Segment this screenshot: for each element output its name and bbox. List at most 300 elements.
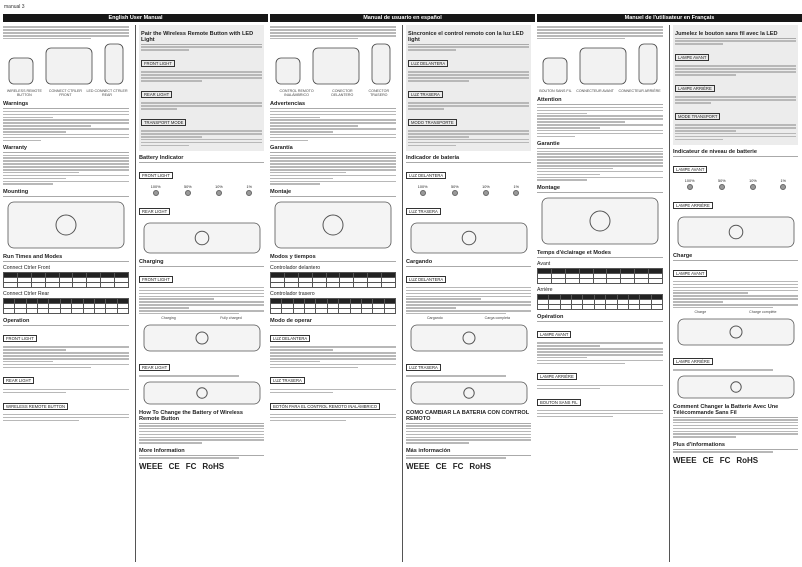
text-line: [673, 281, 798, 283]
mounting-heading: Montage: [537, 185, 663, 193]
text-line: [673, 295, 798, 297]
text-line: [3, 361, 53, 363]
charge-state: Charge complète: [749, 309, 777, 314]
text-line: [408, 133, 529, 135]
text-line: [141, 136, 202, 138]
text-line: [3, 358, 129, 360]
text-line: [673, 428, 798, 430]
text-line: [139, 287, 264, 289]
rear-runtime-table: [3, 298, 129, 314]
text-line: [673, 451, 773, 453]
battery-levels: [139, 185, 264, 197]
pair-sub-heading: FRONT LIGHT: [141, 60, 175, 67]
text-line: [673, 287, 798, 289]
cert-logo-fc: FC: [719, 455, 731, 465]
front-table-title: Connect Ctrler Front: [3, 265, 50, 272]
battery-sub-heading: LAMPE ARRIÈRE: [673, 202, 713, 209]
text-line: [537, 357, 587, 359]
battery-level: [418, 185, 428, 197]
text-line: [270, 389, 396, 391]
text-line: [408, 46, 529, 48]
text-line: [139, 425, 264, 427]
text-line: [675, 96, 796, 98]
text-line: [270, 160, 396, 162]
rear-charging-figure: [139, 380, 264, 406]
left-subcolumn: [3, 25, 132, 562]
text-line: [408, 139, 529, 141]
battery-led-icon: [216, 190, 222, 196]
text-line: [537, 127, 600, 129]
text-line: [675, 102, 711, 104]
text-line: [673, 292, 748, 294]
battery-level: [246, 185, 252, 197]
battery-level: [718, 179, 726, 191]
text-line: [270, 175, 396, 177]
text-line: [270, 169, 396, 171]
text-line: [408, 71, 529, 73]
text-line: [270, 125, 358, 127]
charging-sub-heading: REAR LIGHT: [139, 364, 170, 371]
charging-figure: [406, 323, 531, 353]
text-line: [673, 290, 798, 292]
text-line: [537, 348, 663, 350]
text-line: [3, 134, 129, 136]
text-line: [270, 181, 396, 183]
certification-logos: [139, 462, 264, 471]
text-line: [537, 107, 663, 109]
battery-sub-heading: LUZ TRASERA: [406, 208, 441, 215]
product-illustration: [274, 56, 302, 86]
right-subcolumn: [135, 25, 264, 562]
charge-state: Charging: [161, 315, 176, 320]
charging-figure: [139, 323, 264, 353]
battery-levels: [406, 185, 531, 197]
text-line: [675, 127, 796, 129]
pair-heading: Jumelez le bouton sans fil avec la LED: [675, 31, 796, 39]
text-line: [139, 304, 264, 306]
text-line: [3, 117, 53, 119]
section-banner: Manual de usuario en español: [270, 14, 535, 22]
text-line: [406, 301, 531, 303]
text-line: [270, 420, 346, 422]
text-line: [270, 392, 333, 394]
text-line: [406, 298, 481, 300]
text-line: [270, 414, 396, 416]
front-table-title: Avant: [537, 261, 551, 268]
text-line: [270, 114, 396, 116]
text-line: [270, 367, 358, 369]
text-line: [3, 178, 66, 180]
text-line: [537, 385, 663, 387]
rear-table-title: Connect Ctrler Rear: [3, 291, 50, 298]
text-line: [537, 174, 600, 176]
text-line: [270, 157, 396, 159]
text-line: [406, 307, 456, 309]
text-line: [3, 128, 129, 130]
charge-state: Cargando: [426, 315, 443, 320]
op-sub-heading: FRONT LIGHT: [3, 335, 37, 342]
battery-level-label: 10%: [215, 184, 223, 189]
cert-logo-ce: CE: [702, 455, 714, 465]
product-figures: [537, 42, 663, 86]
text-line: [537, 179, 587, 181]
text-line: [270, 111, 396, 113]
text-line: [139, 457, 239, 459]
figure-captions: [3, 89, 129, 97]
cert-logo-rohs: RoHS: [469, 461, 492, 471]
text-line: [3, 392, 66, 394]
left-subcolumn: [270, 25, 399, 562]
text-line: [270, 32, 396, 34]
text-line: [139, 313, 239, 315]
battery-led-icon: [153, 190, 159, 196]
right-subcolumn: [669, 25, 798, 562]
battery-led-icon: [780, 184, 786, 190]
cert-logo-ce: CE: [168, 461, 180, 471]
charging-heading: Cargando: [406, 259, 531, 267]
battery-level: [215, 185, 223, 197]
text-line: [270, 134, 396, 136]
charge-states: [139, 316, 264, 320]
text-line: [537, 363, 625, 365]
text-line: [537, 151, 663, 153]
text-line: [3, 111, 129, 113]
text-line: [408, 142, 529, 144]
text-line: [537, 110, 663, 112]
change-battery-heading: Comment Changer la Batterie Avec Une Télécommande Sans Fil: [673, 404, 798, 418]
text-line: [675, 65, 796, 67]
right-subcolumn: [402, 25, 531, 562]
pair-sub-heading: MODE TRANSPORT: [675, 113, 720, 120]
operation-heading: Operation: [3, 318, 129, 326]
text-line: [3, 352, 129, 354]
battery-levels: [673, 179, 798, 191]
text-line: [408, 108, 444, 110]
battery-level-label: 100%: [150, 184, 161, 189]
text-line: [141, 139, 262, 141]
change-battery-heading: How To Change the Battery of Wireless Remote Button: [139, 410, 264, 424]
manual-column: [3, 14, 268, 562]
text-line: [139, 290, 264, 292]
battery-led-icon: [452, 190, 458, 196]
text-line: [139, 375, 239, 377]
text-line: [675, 133, 796, 135]
text-line: [537, 115, 663, 117]
text-line: [537, 29, 663, 31]
front-table-title: Controlador delantero: [270, 265, 321, 272]
text-line: [3, 175, 129, 177]
op-sub-heading: LUZ TRASERA: [270, 377, 305, 384]
text-line: [141, 77, 262, 79]
text-line: [537, 165, 663, 167]
text-line: [3, 349, 66, 351]
cert-logo-fc: FC: [452, 461, 464, 471]
text-line: [537, 177, 663, 179]
text-line: [406, 296, 531, 298]
text-line: [673, 369, 773, 371]
text-line: [408, 74, 529, 76]
text-line: [537, 156, 663, 158]
battery-level-label: 100%: [684, 178, 695, 183]
text-line: [270, 355, 396, 357]
more-info-heading: Plus d'informations: [673, 442, 798, 450]
text-line: [3, 355, 129, 357]
battery-heading: Indicateur de niveau de batterie: [673, 149, 798, 157]
text-line: [139, 442, 202, 444]
text-line: [406, 442, 469, 444]
text-line: [537, 35, 663, 37]
text-line: [673, 298, 798, 300]
warnings-heading: Advertencias: [270, 101, 396, 109]
text-line: [408, 105, 529, 107]
text-line: [270, 183, 320, 185]
text-line: [673, 301, 723, 303]
text-line: [270, 122, 396, 124]
mounting-heading: Montaje: [270, 189, 396, 197]
pair-sub-heading: TRANSPORT MODE: [141, 119, 186, 126]
change-battery-heading: COMO CAMBIAR LA BATERIA CON CONTROL REMOTO: [406, 409, 530, 422]
battery-level: [482, 185, 490, 197]
text-line: [141, 105, 262, 107]
run-times-heading: Run Times and Modes: [3, 254, 129, 262]
text-line: [270, 119, 396, 121]
text-line: [141, 46, 262, 48]
text-line: [141, 74, 262, 76]
pair-sub-heading: LAMPE AVANT: [675, 54, 709, 61]
certification-logos: [406, 462, 531, 471]
text-line: [537, 388, 600, 390]
more-info-heading: Más información: [406, 448, 531, 456]
text-line: [408, 80, 469, 82]
text-line: [675, 124, 796, 126]
text-line: [537, 360, 663, 362]
text-line: [537, 113, 587, 115]
cert-logo-fc: FC: [185, 461, 197, 471]
text-line: [673, 422, 798, 424]
text-line: [270, 29, 396, 31]
text-line: [139, 431, 264, 433]
battery-sub-heading: LUZ DELANTERA: [406, 172, 446, 179]
figure-caption: CONTROL REMOTO INALÁMBRICO: [279, 89, 314, 98]
mounting-heading: Mounting: [3, 189, 129, 197]
battery-led-icon: [246, 190, 252, 196]
pair-sub-heading: LAMPE ARRIÈRE: [675, 85, 715, 92]
text-line: [537, 136, 575, 138]
text-line: [141, 102, 262, 104]
battery-level-label: 50%: [450, 184, 459, 189]
text-line: [406, 425, 531, 427]
figure-caption: WIRELESS REMOTE BUTTON: [6, 89, 42, 98]
text-line: [270, 137, 396, 139]
text-line: [537, 416, 613, 418]
figure-caption: CONNECTEUR ARRIÈRE: [618, 89, 661, 94]
battery-level-label: 100%: [417, 184, 428, 189]
text-line: [270, 155, 396, 157]
text-line: [537, 159, 663, 161]
text-line: [675, 40, 796, 42]
rear-charging-figure: [673, 374, 798, 400]
text-line: [270, 346, 396, 348]
text-line: [139, 428, 264, 430]
battery-level-label: 10%: [749, 178, 757, 183]
text-line: [537, 162, 663, 164]
charging-sub-heading: LUZ DELANTERA: [406, 276, 446, 283]
text-line: [3, 26, 129, 28]
cert-logo-ce: CE: [435, 461, 447, 471]
text-line: [3, 155, 129, 157]
warranty-heading: Garantie: [537, 141, 663, 149]
text-line: [141, 130, 262, 132]
text-line: [406, 287, 531, 289]
rear-runtime-table: [270, 298, 396, 314]
text-line: [270, 163, 396, 165]
text-line: [408, 102, 529, 104]
op-sub-heading: BOTÓN PARA EL CONTROL REMOTO INALÁMBRICO: [270, 403, 380, 410]
figure-caption: CONNECT CTRLER FRONT: [48, 89, 82, 98]
text-line: [3, 137, 129, 139]
op-sub-heading: LAMPE ARRIÈRE: [537, 373, 577, 380]
text-line: [3, 346, 129, 348]
battery-led-icon: [687, 184, 693, 190]
text-line: [673, 431, 798, 433]
battery-heading: Battery Indicator: [139, 155, 264, 163]
text-line: [270, 349, 333, 351]
cert-logo-weee: WEEE: [139, 461, 163, 471]
cert-logo-weee: WEEE: [406, 461, 430, 471]
run-times-heading: Temps d'éclairage et Modes: [537, 250, 663, 258]
cert-logo-rohs: RoHS: [202, 461, 225, 471]
text-line: [675, 43, 723, 45]
text-line: [673, 284, 798, 286]
pair-heading: Sincronice el control remoto con la luz LED light: [408, 31, 529, 45]
rear-table-title: Arrière: [537, 287, 553, 294]
text-line: [537, 118, 663, 120]
text-line: [408, 145, 456, 147]
battery-level: [451, 185, 459, 197]
front-runtime-table: [3, 272, 129, 288]
text-line: [270, 128, 396, 130]
text-line: [537, 153, 663, 155]
product-illustration: [7, 56, 35, 86]
text-line: [270, 131, 333, 133]
text-line: [270, 178, 333, 180]
warranty-heading: Warranty: [3, 145, 129, 153]
charge-states: [406, 316, 531, 320]
figure-caption: LED CONNECT CTRLER REAR: [86, 89, 128, 98]
text-line: [139, 307, 189, 309]
text-line: [406, 313, 506, 315]
text-line: [673, 425, 798, 427]
text-line: [3, 32, 129, 34]
battery-led-icon: [483, 190, 489, 196]
charging-heading: Charge: [673, 253, 798, 261]
text-line: [537, 32, 663, 34]
text-line: [3, 114, 129, 116]
text-line: [537, 168, 613, 170]
text-line: [139, 293, 264, 295]
text-line: [675, 74, 736, 76]
text-line: [406, 428, 531, 430]
text-line: [141, 49, 189, 51]
text-line: [270, 26, 396, 28]
battery-sub-heading: LAMPE AVANT: [673, 166, 707, 173]
battery-level-label: 50%: [183, 184, 192, 189]
operation-heading: Modo de operar: [270, 318, 396, 326]
battery-level: [685, 179, 695, 191]
battery-led-icon: [420, 190, 426, 196]
text-line: [270, 117, 320, 119]
text-line: [141, 133, 262, 135]
text-line: [3, 119, 129, 121]
left-subcolumn: [537, 25, 666, 562]
battery-level-label: 10%: [482, 184, 490, 189]
text-line: [675, 99, 796, 101]
front-runtime-table: [270, 272, 396, 288]
text-line: [141, 145, 189, 147]
op-sub-heading: WIRELESS REMOTE BUTTON: [3, 403, 68, 410]
figure-caption: CONNECTEUR AVANT: [576, 89, 614, 94]
product-illustration: [370, 42, 392, 86]
text-line: [3, 38, 91, 40]
manual-column: [270, 14, 535, 562]
text-line: [673, 436, 736, 438]
battery-level-label: 1%: [780, 178, 786, 183]
text-line: [537, 410, 663, 412]
text-line: [406, 310, 531, 312]
rear-runtime-table: [537, 294, 663, 310]
warnings-heading: Attention: [537, 97, 663, 105]
text-line: [139, 434, 264, 436]
text-line: [537, 124, 663, 126]
charging-heading: Charging: [139, 259, 264, 267]
product-illustration: [541, 56, 569, 86]
product-illustration: [311, 46, 361, 86]
text-line: [3, 364, 129, 366]
text-line: [141, 71, 262, 73]
text-line: [537, 345, 600, 347]
battery-level: [151, 185, 161, 197]
text-line: [270, 140, 308, 142]
text-line: [537, 351, 663, 353]
battery-sub-heading: FRONT LIGHT: [139, 172, 173, 179]
text-line: [3, 163, 129, 165]
cert-logo-rohs: RoHS: [736, 455, 759, 465]
text-line: [3, 417, 129, 419]
pair-section: [139, 25, 264, 151]
mounting-figure: [537, 196, 663, 246]
text-line: [537, 26, 663, 28]
certification-logos: [673, 456, 798, 465]
text-line: [673, 419, 798, 421]
text-line: [408, 77, 529, 79]
text-line: [675, 71, 796, 73]
section-banner: English User Manual: [3, 14, 268, 22]
warnings-heading: Warnings: [3, 101, 129, 109]
text-line: [3, 367, 91, 369]
text-line: [3, 29, 129, 31]
figure-captions: [537, 89, 663, 93]
text-line: [406, 457, 506, 459]
text-line: [406, 304, 531, 306]
battery-level: [780, 179, 786, 191]
rear-charging-figure: [406, 380, 531, 406]
charge-state: Fully charged: [220, 315, 242, 320]
text-line: [3, 166, 129, 168]
pair-sub-heading: LUZ DELANTERA: [408, 60, 448, 67]
text-line: [537, 121, 625, 123]
rear-battery-figure: [139, 221, 264, 255]
product-illustration: [578, 46, 628, 86]
